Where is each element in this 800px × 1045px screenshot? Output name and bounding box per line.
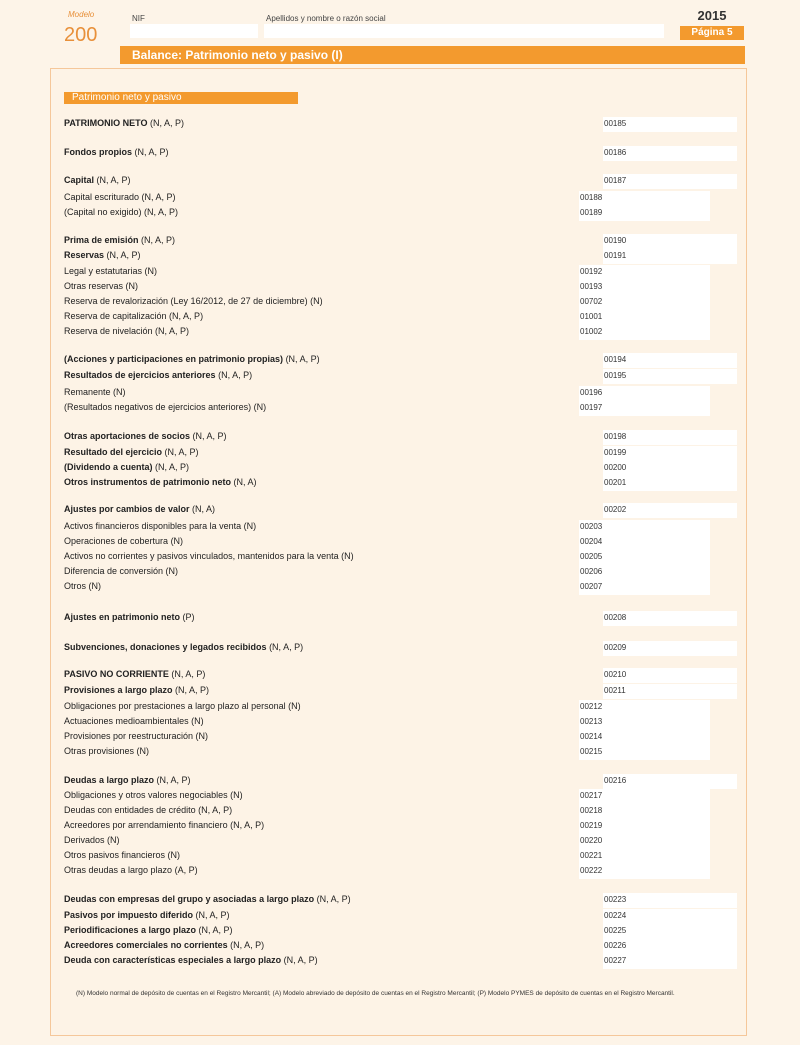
row-label-bold: PASIVO NO CORRIENTE xyxy=(64,669,169,679)
row-label-bold: PATRIMONIO NETO xyxy=(64,118,148,128)
field-code: 00207 xyxy=(580,582,603,591)
row-label-rest: Otras deudas a largo plazo (A, P) xyxy=(64,865,198,875)
row-label-text xyxy=(64,701,303,711)
row-label-bold: Reservas xyxy=(64,250,105,260)
amount-field[interactable] xyxy=(603,117,737,132)
amount-field[interactable] xyxy=(579,745,710,760)
amount-field[interactable] xyxy=(579,849,710,864)
row-label xyxy=(64,925,602,935)
row-label-bold: Subvenciones, donaciones y legados recibidos xyxy=(64,642,267,652)
row-label xyxy=(64,250,602,260)
row-label xyxy=(64,775,602,785)
amount-field[interactable] xyxy=(603,446,737,461)
row-label-text xyxy=(64,612,197,622)
row-label-text xyxy=(64,581,103,591)
amount-field[interactable] xyxy=(603,369,737,384)
row-label-text xyxy=(64,147,171,157)
row-label xyxy=(64,462,602,472)
row-label-bold: Periodificaciones a largo plazo xyxy=(64,925,197,935)
row-label-text xyxy=(64,266,159,276)
row-label-text xyxy=(64,521,258,531)
field-code: 00222 xyxy=(580,866,603,875)
row-label-text xyxy=(64,805,234,815)
row-label-bold: Otros instrumentos de patrimonio neto xyxy=(64,477,232,487)
row-label-text xyxy=(64,669,207,679)
row-label xyxy=(64,910,602,920)
row-label-text xyxy=(64,462,191,472)
amount-field[interactable] xyxy=(603,641,737,656)
row-label-bold: Deudas con empresas del grupo y asociadas a largo plazo xyxy=(64,894,315,904)
row-label-bold: Acreedores comerciales no corrientes xyxy=(64,940,228,950)
row-label-rest: (N, A, P) xyxy=(132,147,169,157)
row-label-bold: Capital xyxy=(64,175,95,185)
row-label-text xyxy=(64,370,254,380)
row-label xyxy=(64,805,578,815)
amount-field[interactable] xyxy=(579,730,710,745)
row-label-rest: (N, A, P) xyxy=(162,447,199,457)
amount-field[interactable] xyxy=(603,174,737,189)
amount-field[interactable] xyxy=(603,476,737,491)
field-code: 00191 xyxy=(604,251,627,260)
row-label-rest: Otras reservas (N) xyxy=(64,281,139,291)
row-label xyxy=(64,612,602,622)
row-label-bold: Fondos propios xyxy=(64,147,132,157)
row-label-text xyxy=(64,894,353,904)
row-label-rest: (N, A, P) xyxy=(172,685,210,695)
amount-field[interactable] xyxy=(579,580,710,595)
amount-field[interactable] xyxy=(579,565,710,580)
row-label xyxy=(64,685,602,695)
field-code: 00189 xyxy=(580,208,603,217)
row-label-rest: Otras provisiones (N) xyxy=(64,746,150,756)
row-label-rest: Derivados (N) xyxy=(64,835,120,845)
row-label-rest: Legal y estatutarias (N) xyxy=(64,266,158,276)
row-label xyxy=(64,820,578,830)
row-label-rest: Acreedores por arrendamiento financiero (N, A, P) xyxy=(64,820,265,830)
row-label xyxy=(64,566,578,576)
row-label-text xyxy=(64,566,180,576)
field-code: 00195 xyxy=(604,371,627,380)
row-label-text xyxy=(64,175,133,185)
row-label xyxy=(64,850,578,860)
row-label-text xyxy=(64,326,191,336)
row-label xyxy=(64,402,578,412)
row-label xyxy=(64,387,578,397)
amount-field[interactable] xyxy=(579,206,710,221)
row-label-rest: (N, A, P) xyxy=(147,118,185,128)
field-code: 00227 xyxy=(604,956,627,965)
field-code: 00197 xyxy=(580,403,603,412)
amount-field[interactable] xyxy=(579,386,710,401)
amount-field[interactable] xyxy=(603,503,737,518)
row-label xyxy=(64,431,602,441)
row-label-rest: (N, A, P) xyxy=(190,431,227,441)
row-label-text xyxy=(64,790,245,800)
row-label-text xyxy=(64,925,235,935)
row-label xyxy=(64,447,602,457)
row-label-rest: (N, A, P) xyxy=(104,250,141,260)
row-label-rest: (N, A) xyxy=(231,477,257,487)
amount-field[interactable] xyxy=(579,789,710,804)
row-label-bold: Resultados de ejercicios anteriores xyxy=(64,370,216,380)
row-label-text xyxy=(64,536,185,546)
row-label-text xyxy=(64,865,200,875)
row-label xyxy=(64,701,578,711)
row-label-bold: Ajustes en patrimonio neto xyxy=(64,612,181,622)
model-label: Modelo xyxy=(68,10,95,19)
field-code: 00221 xyxy=(580,851,603,860)
row-label xyxy=(64,669,602,679)
row-label-rest: (N, A, P) xyxy=(138,235,176,245)
row-label-bold: (Acciones y participaciones en patrimonio propias) xyxy=(64,354,284,364)
row-label xyxy=(64,207,578,217)
amount-field[interactable] xyxy=(603,774,737,789)
row-label-text xyxy=(64,775,193,785)
field-code: 00226 xyxy=(604,941,627,950)
amount-field[interactable] xyxy=(603,939,737,954)
row-label xyxy=(64,296,578,306)
row-label-rest: (N, A, P) xyxy=(196,925,233,935)
field-code: 00206 xyxy=(580,567,603,576)
row-label-rest: Deudas con entidades de crédito (N, A, P) xyxy=(64,805,233,815)
amount-field[interactable] xyxy=(579,280,710,295)
section-title: Patrimonio neto y pasivo xyxy=(64,92,298,104)
field-code: 00209 xyxy=(604,643,627,652)
field-code: 00214 xyxy=(580,732,603,741)
field-code: 00224 xyxy=(604,911,627,920)
row-label-bold: Otras aportaciones de socios xyxy=(64,431,191,441)
row-label-text xyxy=(64,504,217,514)
row-label-rest: (N, A, P) xyxy=(314,894,351,904)
amount-field[interactable] xyxy=(579,535,710,550)
amount-field[interactable] xyxy=(603,461,737,476)
row-label-text xyxy=(64,642,305,652)
field-code: 00194 xyxy=(604,355,627,364)
row-label-rest: (Capital no exigido) (N, A, P) xyxy=(64,207,179,217)
amount-field[interactable] xyxy=(603,668,737,683)
row-label-text xyxy=(64,207,180,217)
field-code: 00199 xyxy=(604,448,627,457)
row-label xyxy=(64,235,602,245)
field-code: 00185 xyxy=(604,119,627,128)
row-label-rest: Reserva de revalorización (Ley 16/2012, de 27 de diciembre) (N) xyxy=(64,296,323,306)
row-label-bold: Resultado del ejercicio xyxy=(64,447,163,457)
amount-field[interactable] xyxy=(579,310,710,325)
row-label-rest: (N, A, P) xyxy=(281,955,318,965)
amount-field[interactable] xyxy=(579,819,710,834)
row-label-text xyxy=(64,716,206,726)
row-label-text xyxy=(64,354,322,364)
row-label-rest: (N, A, P) xyxy=(152,462,190,472)
field-code: 01001 xyxy=(580,312,603,321)
row-label-text xyxy=(64,850,182,860)
row-label-rest: Obligaciones y otros valores negociables (N) xyxy=(64,790,243,800)
row-label-rest: (P) xyxy=(180,612,195,622)
row-label-text xyxy=(64,296,325,306)
field-code: 00192 xyxy=(580,267,603,276)
row-label-text xyxy=(64,402,268,412)
amount-field[interactable] xyxy=(603,353,737,368)
field-code: 00220 xyxy=(580,836,603,845)
field-code: 00218 xyxy=(580,806,603,815)
field-code: 00204 xyxy=(580,537,603,546)
row-label-text xyxy=(64,192,178,202)
row-label-bold: Prima de emisión xyxy=(64,235,139,245)
row-label-text xyxy=(64,820,266,830)
amount-field[interactable] xyxy=(579,834,710,849)
field-code: 00203 xyxy=(580,522,603,531)
field-code: 00202 xyxy=(604,505,627,514)
row-label-bold: Pasivos por impuesto diferido xyxy=(64,910,194,920)
row-label-rest: Actuaciones medioambientales (N) xyxy=(64,716,204,726)
row-label-rest: (N, A, P) xyxy=(94,175,131,185)
row-label xyxy=(64,370,602,380)
page-badge: Página 5 xyxy=(680,26,744,40)
row-label-rest: (N, A, P) xyxy=(154,775,191,785)
row-label-text xyxy=(64,447,201,457)
name-label: Apellidos y nombre o razón social xyxy=(266,14,386,23)
row-label-rest: (N, A, P) xyxy=(215,370,253,380)
row-label-text xyxy=(64,731,210,741)
amount-field[interactable] xyxy=(579,864,710,879)
field-code: 00215 xyxy=(580,747,603,756)
field-code: 00212 xyxy=(580,702,603,711)
row-label-rest: (N, A, P) xyxy=(266,642,304,652)
model-number: 200 xyxy=(64,24,98,46)
amount-field[interactable] xyxy=(603,611,737,626)
amount-field[interactable] xyxy=(603,893,737,908)
row-label-bold: (Dividendo a cuenta) xyxy=(64,462,153,472)
row-label xyxy=(64,716,578,726)
amount-field[interactable] xyxy=(603,924,737,939)
row-label-rest: Activos no corrientes y pasivos vinculados, mantenidos para la venta (N) xyxy=(64,551,354,561)
field-code: 00208 xyxy=(604,613,627,622)
field-code: 00196 xyxy=(580,388,603,397)
field-code: 00190 xyxy=(604,236,627,245)
field-code: 00210 xyxy=(604,670,627,679)
row-label xyxy=(64,731,578,741)
row-label-rest: Activos financieros disponibles para la venta (N) xyxy=(64,521,257,531)
footnote: (N) Modelo normal de depósito de cuentas en el Registro Mercantil; (A) Modelo abreviado de depósito de cuentas en el Registro Mercantil; (P) Modelo PYMES de depósito de cuentas en el Registro Mercantil. xyxy=(76,990,675,997)
amount-field[interactable] xyxy=(603,954,737,969)
row-label-rest: Otros (N) xyxy=(64,581,101,591)
row-label xyxy=(64,955,602,965)
row-label-text xyxy=(64,477,259,487)
row-label-bold: Deudas a largo plazo xyxy=(64,775,155,785)
nif-label: NIF xyxy=(132,14,145,23)
row-label xyxy=(64,790,578,800)
row-label xyxy=(64,521,578,531)
row-label xyxy=(64,326,578,336)
row-label-rest: Diferencia de conversión (N) xyxy=(64,566,179,576)
field-code: 00219 xyxy=(580,821,603,830)
field-code: 00188 xyxy=(580,193,603,202)
row-label-text xyxy=(64,387,128,397)
field-code: 00201 xyxy=(604,478,627,487)
field-code: 00211 xyxy=(604,686,626,695)
row-label-text xyxy=(64,250,143,260)
page-title: Balance: Patrimonio neto y pasivo (I) xyxy=(120,46,745,64)
row-label xyxy=(64,175,602,185)
row-label-rest: Obligaciones por prestaciones a largo plazo al personal (N) xyxy=(64,701,301,711)
row-label xyxy=(64,192,578,202)
row-label xyxy=(64,581,578,591)
amount-field[interactable] xyxy=(603,249,737,264)
row-label-rest: (N, A, P) xyxy=(227,940,265,950)
row-label xyxy=(64,835,578,845)
amount-field[interactable] xyxy=(579,401,710,416)
row-label-rest: Operaciones de cobertura (N) xyxy=(64,536,184,546)
row-label-text xyxy=(64,551,356,561)
amount-field[interactable] xyxy=(603,430,737,445)
row-label-bold: Provisiones a largo plazo xyxy=(64,685,173,695)
field-code: 00217 xyxy=(580,791,603,800)
row-label xyxy=(64,894,602,904)
amount-field[interactable] xyxy=(579,715,710,730)
field-code: 00223 xyxy=(604,895,627,904)
row-label-text xyxy=(64,431,229,441)
row-label xyxy=(64,354,602,364)
row-label xyxy=(64,551,578,561)
row-label-text xyxy=(64,281,140,291)
amount-field[interactable] xyxy=(579,325,710,340)
row-label xyxy=(64,266,578,276)
row-label-text xyxy=(64,746,151,756)
row-label xyxy=(64,311,578,321)
row-label-rest: Reserva de capitalización (N, A, P) xyxy=(64,311,204,321)
row-label-rest: Reserva de nivelación (N, A, P) xyxy=(64,326,190,336)
row-label-rest: (N, A) xyxy=(189,504,216,514)
nif-field[interactable] xyxy=(130,24,258,38)
row-label xyxy=(64,281,578,291)
amount-field[interactable] xyxy=(579,265,710,280)
row-label xyxy=(64,865,578,875)
amount-field[interactable] xyxy=(579,191,710,206)
field-code: 00216 xyxy=(604,776,627,785)
row-label-text xyxy=(64,835,122,845)
row-label xyxy=(64,536,578,546)
row-label-bold: Deuda con características especiales a largo plazo xyxy=(64,955,282,965)
row-label xyxy=(64,746,578,756)
year: 2015 xyxy=(697,8,727,23)
amount-field[interactable] xyxy=(579,700,710,715)
amount-field[interactable] xyxy=(603,684,737,699)
field-code: 01002 xyxy=(580,327,603,336)
field-code: 00225 xyxy=(604,926,627,935)
row-label-rest: Provisiones por reestructuración (N) xyxy=(64,731,209,741)
row-label-text xyxy=(64,955,320,965)
row-label xyxy=(64,118,602,128)
amount-field[interactable] xyxy=(603,909,737,924)
field-code: 00186 xyxy=(604,148,627,157)
amount-field[interactable] xyxy=(603,234,737,249)
field-code: 00702 xyxy=(580,297,603,306)
row-label-text xyxy=(64,910,232,920)
row-label-rest: (N, A, P) xyxy=(283,354,320,364)
row-label-rest: Capital escriturado (N, A, P) xyxy=(64,192,176,202)
amount-field[interactable] xyxy=(579,550,710,565)
row-label-rest: Otros pasivos financieros (N) xyxy=(64,850,181,860)
amount-field[interactable] xyxy=(579,804,710,819)
row-label xyxy=(64,147,602,157)
row-label-rest: (Resultados negativos de ejercicios anteriores) (N) xyxy=(64,402,267,412)
row-label xyxy=(64,642,602,652)
row-label-text xyxy=(64,685,211,695)
amount-field[interactable] xyxy=(579,295,710,310)
row-label-text xyxy=(64,235,177,245)
field-code: 00198 xyxy=(604,432,627,441)
amount-field[interactable] xyxy=(579,520,710,535)
row-label-text xyxy=(64,311,205,321)
row-label xyxy=(64,477,602,487)
row-label-bold: Ajustes por cambios de valor xyxy=(64,504,190,514)
field-code: 00187 xyxy=(604,176,627,185)
field-code: 00200 xyxy=(604,463,627,472)
row-label xyxy=(64,504,602,514)
field-code: 00213 xyxy=(580,717,603,726)
row-label-text xyxy=(64,118,186,128)
row-label-rest: (N, A, P) xyxy=(168,669,206,679)
amount-field[interactable] xyxy=(603,146,737,161)
field-code: 00193 xyxy=(580,282,603,291)
name-field[interactable] xyxy=(264,24,664,38)
row-label-rest: Remanente (N) xyxy=(64,387,126,397)
field-code: 00205 xyxy=(580,552,603,561)
row-label-text xyxy=(64,940,266,950)
row-label xyxy=(64,940,602,950)
row-label-rest: (N, A, P) xyxy=(193,910,230,920)
